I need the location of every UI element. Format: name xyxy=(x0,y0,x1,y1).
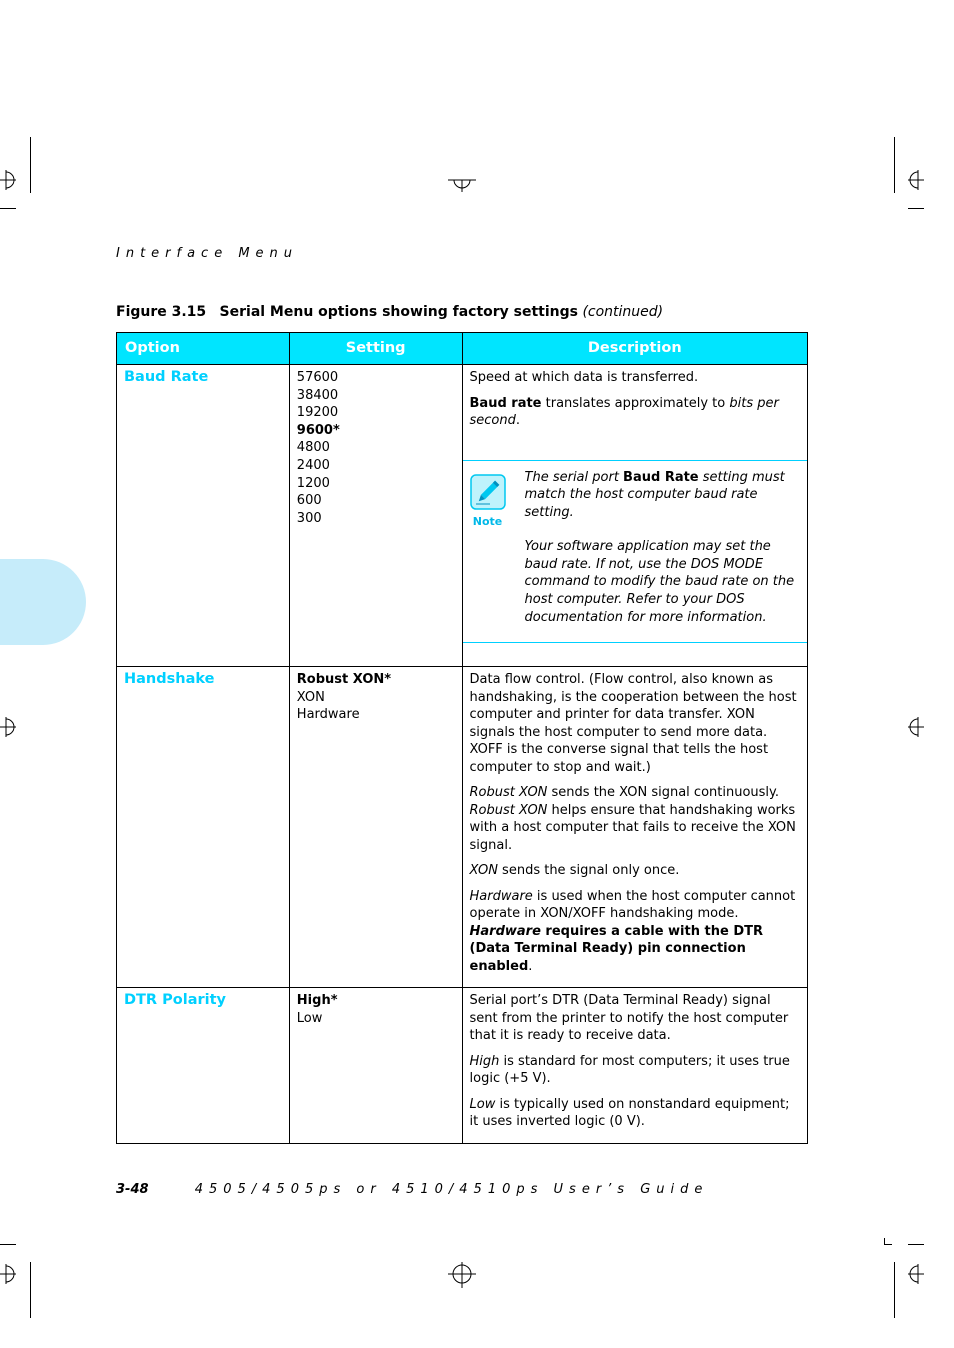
note-paragraph: The serial port Baud Rate setting must match the host computer baud rate setting. xyxy=(524,469,785,520)
handshake-description xyxy=(462,667,807,988)
figure-caption xyxy=(116,304,663,320)
desc-paragraph: High is standard for most computers; it uses true logic (+5 V). xyxy=(469,1053,790,1086)
header-option: Option xyxy=(117,333,290,365)
setting-item: XON xyxy=(296,689,325,705)
baud-description xyxy=(462,365,807,667)
guide-title: 4505/4505ps or 4510/4510ps User’s Guide xyxy=(194,1182,709,1197)
desc-paragraph: Data flow control. (Flow control, also known as handshaking, is the cooperation between the host computer and printer for data transfer. XON signals the host computer to send more data. XOFF is the converse signal that tells the host computer to stop and wait.) xyxy=(469,672,797,775)
setting-item: 2400 xyxy=(296,457,330,473)
table-row-baud-rate xyxy=(117,365,808,667)
option-baud-rate: Baud Rate xyxy=(124,369,209,385)
option-handshake: Handshake xyxy=(124,671,215,687)
setting-item: 19200 xyxy=(296,405,339,421)
note-icon xyxy=(470,474,506,529)
table-header-row xyxy=(117,333,808,365)
dtr-description xyxy=(462,988,807,1144)
table-row-handshake xyxy=(117,667,808,988)
table-row-dtr-polarity xyxy=(117,988,808,1144)
setting-item: 1200 xyxy=(296,475,330,491)
note-box xyxy=(463,460,807,644)
dtr-settings xyxy=(289,988,462,1144)
header-description: Description xyxy=(462,333,807,365)
figure-suffix: (continued) xyxy=(582,304,664,320)
desc-paragraph: Speed at which data is transferred. xyxy=(469,370,699,385)
figure-number: Figure 3.15 xyxy=(116,304,207,320)
setting-item: 300 xyxy=(296,510,322,526)
setting-item-default: 9600* xyxy=(296,422,340,438)
setting-item: 57600 xyxy=(296,370,339,385)
serial-menu-table xyxy=(116,332,808,1144)
note-paragraph: Your software application may set the baud rate. If not, use the DOS MODE command to modify the baud rate on the host computer. Refer to your DOS documentation for more information. xyxy=(524,539,795,625)
desc-paragraph: Hardware is used when the host computer cannot operate in XON/XOFF handshaking mode. Hardware requires a cable with the DTR (Data Terminal Ready) pin connection enabled. xyxy=(469,888,796,974)
page-footer xyxy=(116,1182,708,1197)
setting-item: Low xyxy=(296,1010,323,1026)
desc-paragraph: Robust XON sends the XON signal continuously. Robust XON helps ensure that handshaking works with a host computer that fails to receive the XON signal. xyxy=(469,785,796,853)
page-number: 3-48 xyxy=(116,1182,149,1197)
handshake-settings xyxy=(289,667,462,988)
desc-paragraph: Baud rate translates approximately to bits per second. xyxy=(469,395,779,428)
note-text xyxy=(525,469,800,627)
note-label: Note xyxy=(472,515,503,528)
header-setting: Setting xyxy=(289,333,462,365)
desc-paragraph: XON sends the signal only once. xyxy=(469,863,680,878)
setting-item: 4800 xyxy=(296,440,330,456)
figure-title: Serial Menu options showing factory settings xyxy=(219,304,578,320)
setting-item: 600 xyxy=(296,493,322,509)
setting-item: 38400 xyxy=(296,387,339,403)
setting-item-default: High* xyxy=(296,993,338,1008)
baud-settings xyxy=(289,365,462,667)
running-header: Interface Menu xyxy=(116,246,299,261)
desc-paragraph: Serial port’s DTR (Data Terminal Ready) signal sent from the printer to notify the host computer that it is ready to receive data. xyxy=(469,993,789,1043)
setting-item-default: Robust XON* xyxy=(296,672,392,687)
setting-item: Hardware xyxy=(296,707,360,723)
option-dtr-polarity: DTR Polarity xyxy=(124,992,226,1008)
desc-paragraph: Low is typically used on nonstandard equipment; it uses inverted logic (0 V). xyxy=(469,1096,790,1129)
chapter-tab xyxy=(0,559,86,645)
